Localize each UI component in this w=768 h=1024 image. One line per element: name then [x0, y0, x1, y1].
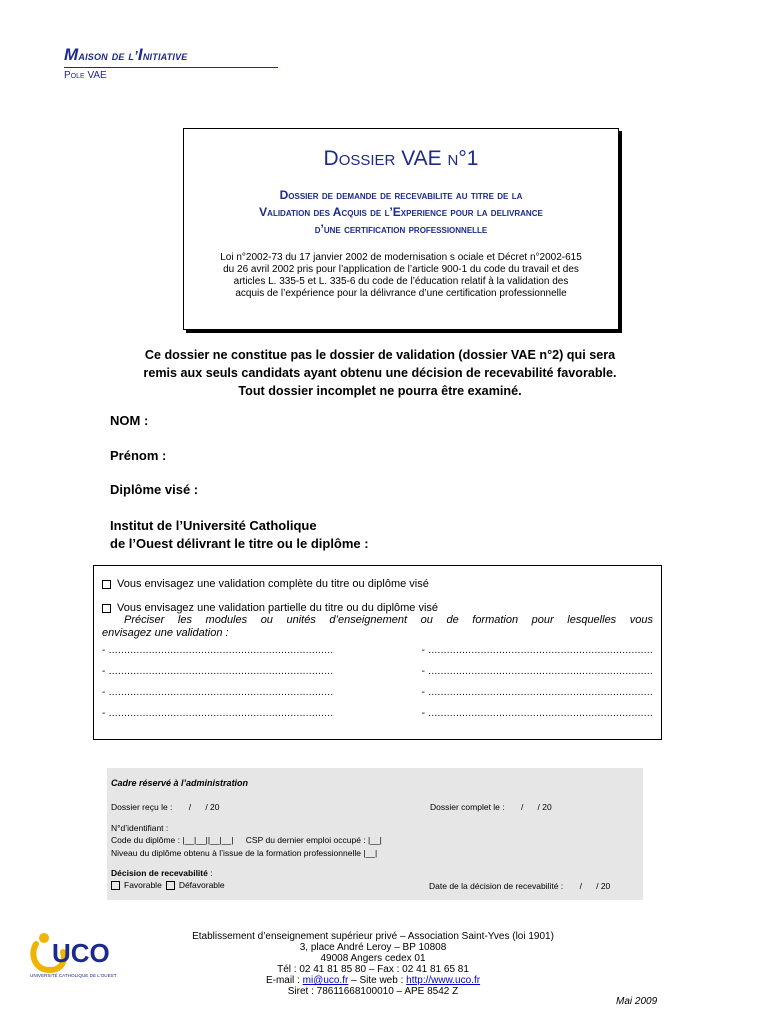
option-partial[interactable]: Vous envisagez une validation partielle du titre ou du diplôme visé: [102, 602, 653, 614]
law-reference: Loi n°2002-73 du 17 janvier 2002 de modernisation s ociale et Décret n°2002-615 du 26 avril 2002 pris pour l’application de l’article 900-1 du code du travail et des articles L. 335-5 et L. 335-6 du code de l’éducation relatif à la validation des acquis de l’expérience pour la délivrance d’une certification professionnelle: [220, 252, 582, 299]
checkbox-icon[interactable]: [102, 604, 111, 613]
logo-subtext: UNIVERSITÉ CATHOLIQUE DE L'OUEST: [30, 973, 117, 978]
dossier-subtitle: Dossier de demande de recevabilite au titre de la Validation des Acquis de l’Experience pour la delivrance d’une certification professionnelle: [259, 188, 543, 236]
defavorable-checkbox[interactable]: [166, 881, 175, 890]
email-link[interactable]: mi@uco.fr: [302, 975, 349, 986]
org-title: Maison de l’Initiative: [64, 45, 188, 64]
decision-options: Favorable Défavorable: [111, 880, 225, 890]
prenom-field[interactable]: Prénom :: [110, 448, 167, 463]
validation-options-box: [93, 565, 662, 740]
option-complete[interactable]: Vous envisagez une validation complète du titre ou diplôme visé: [102, 578, 653, 590]
identifiant: N°d’identifiant :: [111, 823, 169, 833]
dossier-complet: Dossier complet le : / / 20: [430, 802, 552, 812]
dossier-recu: Dossier reçu le : / / 20: [111, 802, 220, 812]
footer: Etablissement d’enseignement supérieur privé – Association Saint-Yves (loi 1901) 3, place André Leroy – BP 10808 49008 Angers cedex 01 Tél : 02 41 81 85 80 – Fax : 02 41 81 65 81 E-mail : mi@uco.fr – Site web : http://www.uco.fr Siret : 78611668100010 – APE 8542 Z: [150, 931, 596, 997]
admin-box: [107, 768, 643, 900]
dossier-title: Dossier VAE n°1: [323, 147, 479, 170]
footer-contact: E-mail : mi@uco.fr – Site web : http://www.uco.fr: [265, 975, 481, 986]
website-link[interactable]: http://www.uco.fr: [406, 975, 481, 986]
module-line[interactable]: - ......................................................................... - .........................................................................: [102, 666, 653, 677]
preciser-text: Préciser les modules ou unités d’enseignement ou de formation pour lesquelles vous envisagez une validation :: [102, 614, 653, 639]
favorable-checkbox[interactable]: [111, 881, 120, 890]
uco-logo-icon: [28, 930, 128, 980]
admin-title: Cadre réservé à l’administration: [111, 778, 249, 788]
module-line[interactable]: - ......................................................................... - .........................................................................: [102, 687, 653, 698]
notice-text: Ce dossier ne constitue pas le dossier de validation (dossier VAE n°2) qui sera remis aux seuls candidats ayant obtenu une décision de recevabilité favorable. Tout dossier incomplet ne pourra être examiné.: [143, 348, 617, 398]
checkbox-icon[interactable]: [102, 580, 111, 589]
decision-label: Décision de recevabilité :: [111, 868, 213, 878]
logo-text: UCO: [52, 938, 110, 968]
document-date: Mai 2009: [616, 996, 658, 1007]
module-line[interactable]: - ......................................................................... - .........................................................................: [102, 645, 653, 656]
org-header: [64, 45, 278, 68]
institut-field[interactable]: Institut de l’Université Catholique de l’Ouest délivrant le titre ou le diplôme :: [110, 518, 369, 551]
module-line[interactable]: - ......................................................................... - .........................................................................: [102, 708, 653, 719]
niveau-diplome: Niveau du diplôme obtenu à l’issue de la formation professionnelle |__|: [111, 848, 378, 858]
org-subtitle: Pole VAE: [64, 70, 107, 81]
code-diplome: Code du diplôme : |__|__||__|__| CSP du dernier emploi occupé : |__|: [111, 835, 382, 845]
title-box: [183, 128, 619, 330]
date-decision: Date de la décision de recevabilité : / / 20: [429, 881, 611, 891]
nom-field[interactable]: NOM :: [110, 413, 149, 428]
uco-logo: [28, 930, 128, 980]
diplome-field[interactable]: Diplôme visé :: [110, 482, 199, 497]
